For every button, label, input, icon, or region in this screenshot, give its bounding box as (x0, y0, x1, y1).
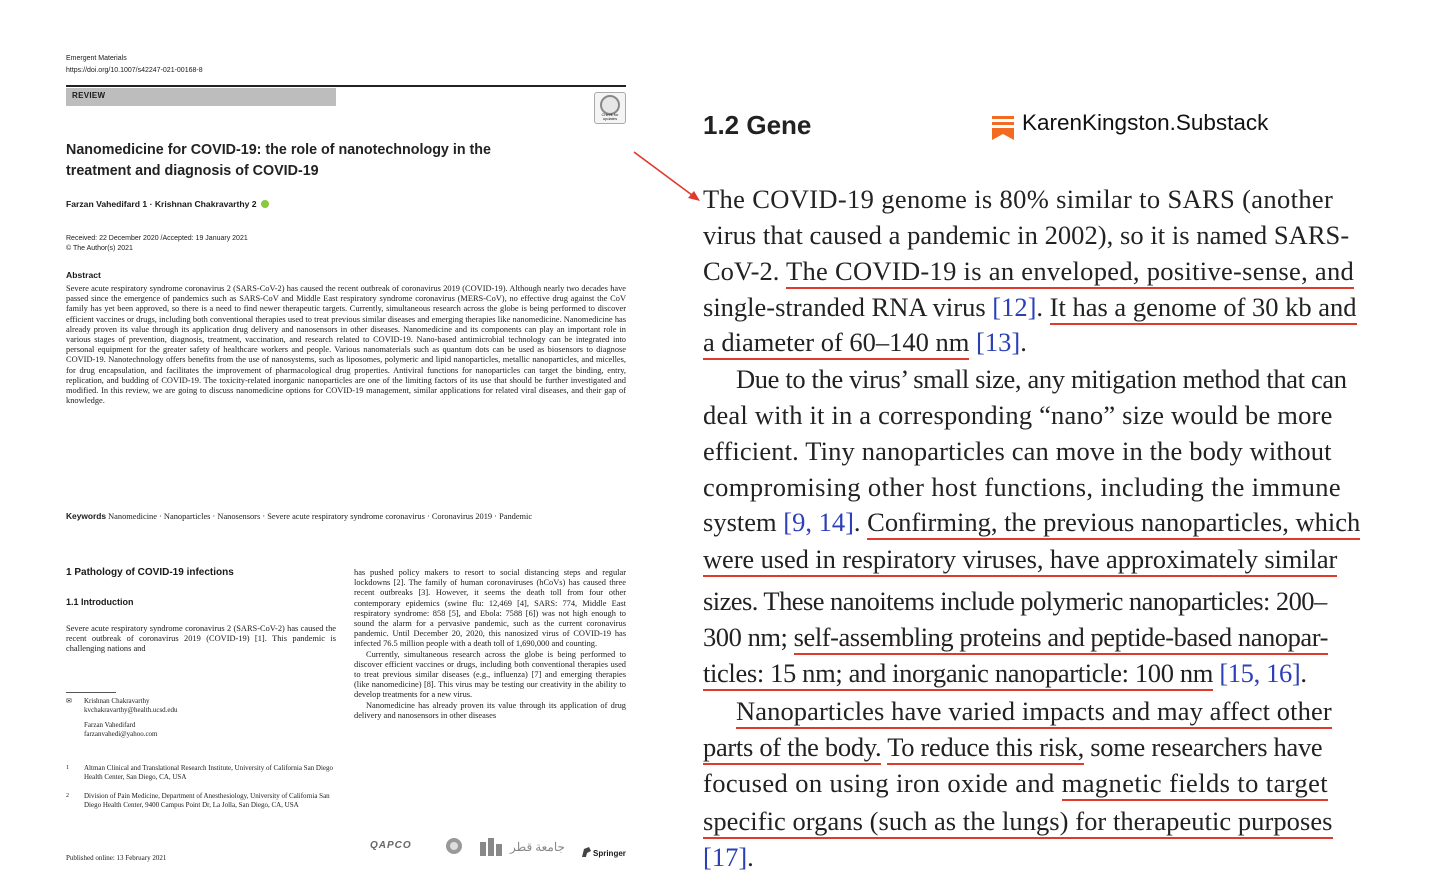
pointer-arrow-icon (630, 148, 705, 206)
section-heading-gene: 1.2 Gene (703, 110, 812, 140)
abstract-text: Severe acute respiratory syndrome coronavirus 2 (SARS-CoV-2) has caused the recent outbreak of coronavirus 2019 (COVID-19). Although nearly two decades have passed since the emergence of pandemics such as SARS-CoV and Middle East respiratory syndrome coronavirus (MERS-CoV), no effective drug against the CoV family has yet been approved, so there is a need to find newer therapeutic targets. Currently, simultaneous research across the globe is being performed to discover efficient vaccines or drugs, including both conventional therapies used to treat previous similar diseases and emerging therapies like nanomedicine. Nanomedicine has already proven its value through its application drug delivery and nanosensors in other diseases. Nanomedicine and its components can play an important role in various stages of prevention, diagnosis, treatment, vaccination, and research related to COVID-19. Nano-based antimicrobial technology can be integrated into personal equipment for the greater safety of healthcare workers and people. Various nanomaterials such as quantum dots can be used as biosensors to diagnose COVID-19. Nanotechnology offers benefits from the use of nanosystems, such as liposomes, polymeric and lipid nanoparticles, metallic nanoparticles, and micelles, for drug encapsulation, and facilitates the improvement of pharmacological drug properties. Antiviral functions for nanoparticles can target the binding, entry, replication, and budding of COVID-19. The toxicity-related inorganic nanoparticles are one of the limiting factors of its use that should be further investigated and modified. In this review, we are going to discuss nanomedicine options for COVID-19 management, similar applications for related viral diseases, and their gap of knowledge. (66, 284, 626, 406)
springer-logo: Springer (593, 849, 626, 858)
excerpt-line: [17]. (703, 842, 754, 872)
authors-text: Farzan Vahedifard 1 · Krishnan Chakravarthy 2 (66, 199, 257, 209)
excerpt-line: efficient. Tiny nanoparticles can move in the body without (703, 436, 1332, 466)
excerpt-line: sizes. These nanoitems include polymeric nanoparticles: 200– (703, 586, 1327, 616)
paper-authors (66, 199, 271, 209)
emblem-logo-icon (444, 836, 464, 856)
qatar-university-arabic-logo: جامعة قطر (510, 840, 565, 854)
excerpt-line (703, 544, 1337, 575)
excerpt-line: Due to the virus’ small size, any mitigation method that can (736, 364, 1347, 394)
intro-right-para-3: Nanomedicine has already proven its value through its application of drug delivery and nanosensors in other diseases (354, 700, 626, 720)
excerpt-line: ticles: 15 nm; and inorganic nanoparticle: 100 nm [15, 16]. (703, 658, 1307, 689)
underlined-text: specific organs (such as the lungs) for therapeutic purposes (703, 806, 1333, 839)
excerpt-line (703, 768, 1328, 799)
affiliation-2: Division of Pain Medicine, Department of Anesthesiology, University of California San Diego Health Center, 9400 Campus Point Dr, La Jolla, San Diego, CA, USA (84, 792, 330, 809)
corresponding-author (84, 697, 334, 739)
email-icon: ✉ (66, 697, 72, 705)
footnote-rule (66, 692, 116, 693)
corr-name-2: Farzan Vahedifard (84, 721, 136, 729)
underlined-text: a diameter of 60–140 nm (703, 327, 969, 360)
qatar-university-logo-icon (478, 836, 504, 858)
doi-link[interactable]: https://doi.org/10.1007/s42247-021-00168-8 (66, 67, 203, 74)
check-updates-label: Check for updates (601, 112, 619, 121)
published-date: Published online: 13 February 2021 (66, 854, 167, 862)
citation-ref[interactable]: [9, 14] (783, 507, 854, 537)
excerpt-text: some researchers have (1090, 732, 1323, 762)
corr-email-2[interactable]: farzanvahedi@yahoo.com (84, 730, 158, 738)
intro-right-para-1: has pushed policy makers to resort to social distancing steps and regular lockdowns [2]. The family of human coronaviruses (hCoVs) has caused three recent outbreaks [3]. However, it seems the death toll from four other contemporary epidemics (swine flu: 12,469 [4], SARS: 774, Middle East respiratory syndrome: 858 [5], and Ebola: 7588 [6]) was not high enough to sound the alarm for a pervasive pandemic, such as the current coronavirus pandemic. Until December 20, 2020, this nanosized virus of COVID-19 has infected 76.5 million people with a death toll of 1,690,000 and counting. (354, 568, 626, 649)
corr-name-1: Krishnan Chakravarthy (84, 697, 150, 705)
keywords-text: Nanomedicine · Nanoparticles · Nanosensors · Severe acute respiratory syndrome coronavirus · Coronavirus 2019 · Pandemic (108, 512, 533, 521)
excerpt-text: CoV-2. (703, 256, 780, 286)
substack-logo-icon (992, 116, 1014, 140)
aff-number-2: 2 (66, 793, 69, 799)
excerpt-line (703, 256, 1354, 287)
qapco-logo: QAPCO (370, 840, 412, 851)
underlined-text: self-assembling proteins and peptide-based nanopar- (794, 622, 1328, 655)
excerpt-line (736, 696, 1332, 727)
keywords-label: Keywords (66, 511, 107, 521)
excerpt-line: system [9, 14]. Confirming, the previous nanoparticles, which (703, 507, 1360, 538)
affiliation-1: Altman Clinical and Translational Research Institute, University of California San Diego Health Center, San Diego, CA, USA (84, 764, 334, 781)
underlined-text: ticles: 15 nm; and inorganic nanoparticle: 100 nm (703, 658, 1213, 691)
underlined-text: magnetic fields to target (1062, 768, 1328, 801)
citation-ref[interactable]: [13] (976, 327, 1021, 357)
section-heading: 1 Pathology of COVID-19 infections (66, 567, 234, 578)
substack-brand[interactable]: KarenKingston.Substack (1022, 110, 1269, 135)
citation-ref[interactable]: [12] (992, 292, 1037, 322)
excerpt-line: a diameter of 60–140 nm [13]. (703, 327, 1027, 358)
excerpt-text: 300 nm; (703, 622, 788, 652)
excerpt-text: single-stranded RNA virus (703, 292, 986, 322)
intro-left-text: Severe acute respiratory syndrome coronavirus 2 (SARS-CoV-2) has caused the recent outbreak of coronavirus 2019 (COVID-19) [1]. This pandemic is challenging nations and (66, 624, 336, 654)
underlined-text: were used in respiratory viruses, have approximately similar (703, 544, 1337, 577)
springer-horse-icon (580, 846, 592, 858)
intro-right-text (354, 568, 626, 721)
copyright: © The Author(s) 2021 (66, 245, 133, 252)
excerpt-line (703, 732, 1322, 763)
underlined-text: To reduce this risk, (887, 732, 1084, 765)
underlined-text: The COVID-19 is an enveloped, positive-sense, and (786, 256, 1354, 289)
abstract-heading: Abstract (66, 270, 101, 280)
intro-right-para-2: Currently, simultaneous research across the globe is being performed to discover efficient vaccines or drugs, including both conventional therapies used to treat previous similar diseases (e.g., influenza) [7] and emerging therapies (like nanomedicine) [8]. This virus may be testing our creativity in the ability to develop treatments for a new virus. (354, 649, 626, 700)
excerpt-line: virus that caused a pandemic in 2002), so it is named SARS- (703, 220, 1350, 250)
corr-email-1[interactable]: kvchakravarthy@health.ucsd.edu (84, 706, 178, 714)
received-dates: Received: 22 December 2020 /Accepted: 19 January 2021 (66, 235, 248, 242)
excerpt-line: single-stranded RNA virus [12]. It has a genome of 30 kb and (703, 292, 1357, 323)
paper-page (0, 0, 650, 896)
review-bar (66, 88, 336, 106)
keywords (66, 511, 626, 522)
paper-title: Nanomedicine for COVID-19: the role of nanotechnology in the treatment and diagnosis of COVID-19 (66, 142, 491, 179)
excerpt-line: The COVID-19 genome is 80% similar to SARS (another (703, 184, 1334, 214)
excerpt-text: system (703, 507, 777, 537)
journal-name: Emergent Materials (66, 55, 127, 62)
excerpt-line (703, 622, 1328, 653)
subsection-heading: 1.1 Introduction (66, 597, 134, 607)
excerpt-line: compromising other host functions, including the immune (703, 472, 1342, 502)
aff-number-1: 1 (66, 765, 69, 771)
underlined-text: Confirming, the previous nanoparticles, which (867, 507, 1360, 540)
citation-ref[interactable]: [15, 16] (1219, 658, 1301, 688)
orcid-icon[interactable] (261, 200, 269, 208)
review-label: REVIEW (72, 91, 106, 100)
header-rule (66, 85, 626, 87)
excerpt-line: deal with it in a corresponding “nano” size would be more (703, 400, 1333, 430)
citation-ref[interactable]: [17] (703, 842, 748, 872)
underlined-text: Nanoparticles have varied impacts and may affect other (736, 696, 1332, 729)
underlined-text: It has a genome of 30 kb and (1050, 292, 1357, 325)
underlined-text: parts of the body. (703, 732, 881, 765)
excerpt-text: focused on using iron oxide and (703, 768, 1055, 798)
excerpt-line (703, 806, 1333, 837)
